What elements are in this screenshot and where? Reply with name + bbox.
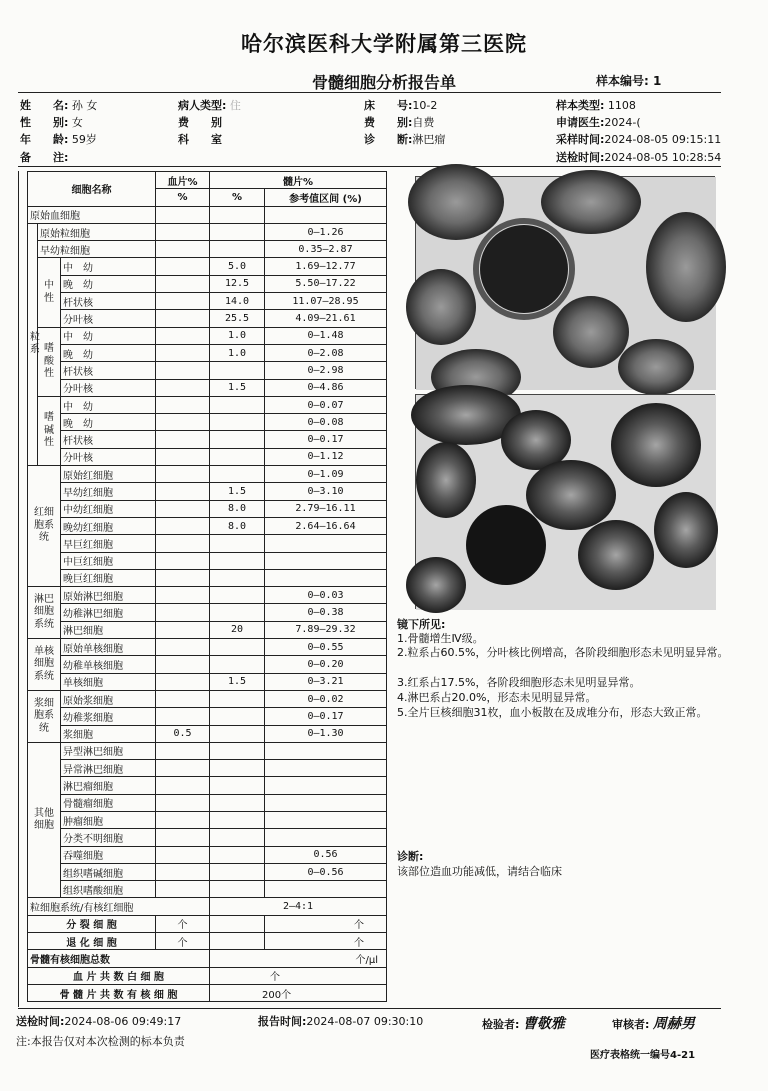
table-row: 杆状核 0—2.98 bbox=[28, 362, 387, 379]
header-blood-pct: % bbox=[156, 189, 210, 206]
fee-category: 费 别:自费 bbox=[364, 116, 435, 129]
total-row: 骨髓有核细胞总数 个/μl bbox=[28, 950, 387, 967]
table-row: 早幼粒细胞 0.35—2.87 bbox=[28, 241, 387, 258]
table-row: 淋巴细胞 20 7.89—29.32 bbox=[28, 621, 387, 638]
table-row: 异常淋巴细胞 bbox=[28, 760, 387, 777]
patient-age: 年 龄: 59岁 bbox=[20, 133, 97, 146]
ratio-row: 粒细胞系统/有核红细胞 2—4:1 bbox=[28, 898, 387, 915]
table-row: 肿瘤细胞 bbox=[28, 811, 387, 828]
header-marrow: 髓片% bbox=[210, 172, 387, 189]
fee-type: 费 别 bbox=[178, 116, 222, 129]
bed-number: 床 号:10-2 bbox=[364, 99, 438, 112]
table-row: 淋巴瘤细胞 bbox=[28, 777, 387, 794]
degen-row: 退 化 细 胞 个 个 bbox=[28, 933, 387, 950]
form-number: 医疗表格统一编号4-21 bbox=[590, 1050, 696, 1061]
micrograph-bottom bbox=[415, 394, 715, 609]
group-erythroid: 红细胞系统 bbox=[28, 466, 61, 587]
department: 科 室 bbox=[178, 133, 222, 146]
blood-value bbox=[156, 206, 210, 223]
diagnosis-title: 诊断: bbox=[397, 850, 424, 863]
table-row: 幼稚淋巴细胞 0—0.38 bbox=[28, 604, 387, 621]
patient-sex: 性 别: 女 bbox=[20, 116, 83, 129]
requesting-doctor: 申请医生:2024-( bbox=[556, 116, 641, 129]
table-row: 淋巴细胞系统 原始淋巴细胞 0—0.03 bbox=[28, 587, 387, 604]
observation-1: 1.骨髓增生Ⅳ级。 bbox=[397, 632, 484, 645]
table-row: 组织嗜酸细胞 bbox=[28, 881, 387, 898]
group-monocyte: 单核细胞系统 bbox=[28, 639, 61, 691]
table-row: 幼稚浆细胞 0—0.17 bbox=[28, 708, 387, 725]
header-marrow-pct: % bbox=[210, 189, 265, 206]
group-eosinophil: 嗜酸性 bbox=[38, 327, 61, 396]
report-title: 骨髓细胞分析报告单 bbox=[311, 73, 456, 92]
report-time: 报告时间:2024-08-07 09:30:10 bbox=[258, 1015, 424, 1028]
clinical-diagnosis: 诊 断:淋巴瘤 bbox=[364, 133, 446, 146]
table-row: 中巨红细胞 bbox=[28, 552, 387, 569]
table-row: 中幼红细胞 8.0 2.79—16.11 bbox=[28, 500, 387, 517]
sample-type: 样本类型: 1108 bbox=[556, 99, 636, 112]
table-row: 单核细胞 1.5 0—3.21 bbox=[28, 673, 387, 690]
table-row: 晚幼红细胞 8.0 2.64—16.64 bbox=[28, 517, 387, 534]
patient-type: 病人类型: 住 bbox=[178, 99, 241, 112]
patient-name: 姓 名: 孙 女 bbox=[20, 99, 98, 112]
hospital-name: 哈尔滨医科大学附属第三医院 bbox=[241, 32, 527, 56]
table-row: 嗜酸性 中 幼 1.0 0—1.48 bbox=[28, 327, 387, 344]
table-row: 早巨红细胞 bbox=[28, 535, 387, 552]
disclaimer: 注:本报告仅对本次检测的标本负责 bbox=[16, 1035, 185, 1048]
table-row: 幼稚单核细胞 0—0.20 bbox=[28, 656, 387, 673]
table-row: 嗜碱性 中 幼 0—0.07 bbox=[28, 396, 387, 413]
table-row: 粒系 原始粒细胞 0—1.26 bbox=[28, 223, 387, 240]
cell-count-table bbox=[27, 171, 387, 1002]
observation-4: 4.淋巴系占20.0%，形态未见明显异常。 bbox=[397, 691, 597, 704]
table-row: 中性 中 幼 5.0 1.69—12.77 bbox=[28, 258, 387, 275]
table-row: 杆状核 14.0 11.07—28.95 bbox=[28, 293, 387, 310]
submission-time: 送检时间:2024-08-05 10:28:54 bbox=[556, 151, 722, 164]
table-row: 杆状核 0—0.17 bbox=[28, 431, 387, 448]
table-row: 单核细胞系统 原始单核细胞 0—0.55 bbox=[28, 639, 387, 656]
observation-5: 5.全片巨核细胞31枚，血小板散在及成堆分布，形态大致正常。 bbox=[397, 706, 708, 719]
observation-3: 3.红系占17.5%，各阶段细胞形态未见明显异常。 bbox=[397, 676, 641, 689]
split-row: 分 裂 细 胞 个 个 bbox=[28, 915, 387, 932]
marrow-nc-row: 骨 髓 片 共 数 有 核 细 胞 200个 bbox=[28, 984, 387, 1001]
group-plasma: 浆细胞系统 bbox=[28, 690, 61, 742]
table-row: 原始血细胞 bbox=[28, 206, 387, 223]
group-other: 其他细胞 bbox=[28, 742, 61, 898]
sample-number: 样本编号: 1 bbox=[596, 74, 662, 88]
group-granulocyte: 粒系 bbox=[28, 223, 38, 465]
table-row: 浆细胞 0.5 0—1.30 bbox=[28, 725, 387, 742]
collection-time: 采样时间:2024-08-05 09:15:11 bbox=[556, 133, 722, 146]
header-divider bbox=[18, 92, 721, 93]
blood-wbc-row: 血 片 共 数 白 细 胞 个 bbox=[28, 967, 387, 984]
table-row: 浆细胞系统 原始浆细胞 0—0.02 bbox=[28, 690, 387, 707]
header-blood: 血片% bbox=[156, 172, 210, 189]
reviewer: 审核者: 周赫男 bbox=[612, 1016, 695, 1032]
group-neutrophil: 中性 bbox=[38, 258, 61, 327]
patient-note: 备 注: bbox=[20, 151, 69, 164]
header-reference: 参考值区间 (%) bbox=[265, 189, 387, 206]
table-row: 分类不明细胞 bbox=[28, 829, 387, 846]
info-divider bbox=[18, 166, 721, 167]
micrograph-top bbox=[415, 176, 715, 389]
table-row: 吞噬细胞 0.56 bbox=[28, 846, 387, 863]
table-row: 分叶核 1.5 0—4.86 bbox=[28, 379, 387, 396]
table-outer-frame bbox=[18, 171, 27, 1007]
table-row: 分叶核 0—1.12 bbox=[28, 448, 387, 465]
group-lymphocyte: 淋巴细胞系统 bbox=[28, 587, 61, 639]
tester: 检验者: 曹敬雅 bbox=[482, 1016, 565, 1032]
footer-divider bbox=[18, 1008, 721, 1009]
table-row: 晚 幼 0—0.08 bbox=[28, 414, 387, 431]
send-time: 送检时间:2024-08-06 09:49:17 bbox=[16, 1015, 182, 1028]
table-row: 其他细胞 异型淋巴细胞 bbox=[28, 742, 387, 759]
table-row: 分叶核 25.5 4.09—21.61 bbox=[28, 310, 387, 327]
table-row: 晚巨红细胞 bbox=[28, 569, 387, 586]
diagnosis-text: 该部位造血功能减低，请结合临床 bbox=[397, 865, 562, 878]
table-row: 晚 幼 1.0 0—2.08 bbox=[28, 344, 387, 361]
group-basophil: 嗜碱性 bbox=[38, 396, 61, 465]
observation-title: 镜下所见: bbox=[397, 618, 446, 631]
table-row: 早幼红细胞 1.5 0—3.10 bbox=[28, 483, 387, 500]
table-row: 晚 幼 12.5 5.50—17.22 bbox=[28, 275, 387, 292]
header-cell-name: 细胞名称 bbox=[28, 172, 156, 207]
table-row: 组织嗜碱细胞 0—0.56 bbox=[28, 863, 387, 880]
table-row: 骨髓瘤细胞 bbox=[28, 794, 387, 811]
table-row: 红细胞系统 原始红细胞 0—1.09 bbox=[28, 466, 387, 483]
observation-2: 2.粒系占60.5%，分叶核比例增高，各阶段细胞形态未见明显异常。 bbox=[397, 646, 729, 659]
